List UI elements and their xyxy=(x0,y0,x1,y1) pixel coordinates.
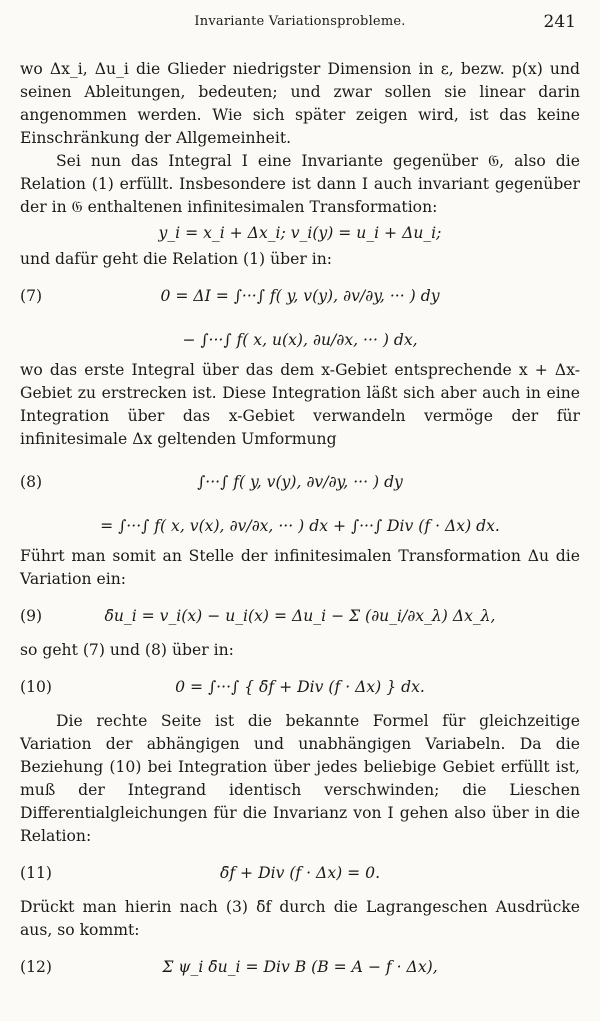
equation-number-11: (11) xyxy=(20,864,53,882)
running-title: Invariante Variationsprobleme. xyxy=(194,14,406,29)
paragraph-5: Führt man somit an Stelle der infinitesimalen Transformation Δu die Variation ein: xyxy=(20,547,580,588)
equation-number-12: (12) xyxy=(20,958,53,976)
equation-number-9: (9) xyxy=(20,607,43,625)
paragraph-4: wo das erste Integral über das dem x-Gebiet entsprechende x + Δx-Gebiet zu erstrecken ist. Diese Integration läßt sich aber auch in eine Integration über das x-Gebiet verwandeln vermöge der für infinitesimale Δx geltenden Umformung xyxy=(20,361,580,448)
equation-7-line-1 xyxy=(20,275,580,315)
running-header xyxy=(0,12,600,42)
paragraph-1: wo Δx_i, Δu_i die Glieder niedrigster Dimension in ε, bezw. p(x) und seinen Ableitungen, bedeuten; und zwar sollen sie linear darin angenommen werden. Wie sich später zeigen wird, ist das keine Einschränkung der Allgemeinheit. xyxy=(20,60,580,147)
equation-number-8: (8) xyxy=(20,473,43,491)
equation-10 xyxy=(20,666,580,706)
equation-10-body: 0 = ∫···∫ { δ̄f + Div (f · Δx) } dx. xyxy=(175,678,425,696)
equation-8-line-1 xyxy=(20,461,580,501)
equation-7-body-2: − ∫···∫ f( x, u(x), ∂u/∂x, ··· ) dx, xyxy=(182,331,418,349)
equation-9 xyxy=(20,595,580,635)
equation-12 xyxy=(20,946,580,986)
paragraph-2: Sei nun das Integral I eine Invariante gegenüber 𝔊, also die Relation (1) erfüllt. Insbesondere ist dann I auch invariant gegenüber der in 𝔊 enthaltenen infinitesimalen Transformation: xyxy=(20,152,580,216)
equation-number-7: (7) xyxy=(20,287,43,305)
equation-11 xyxy=(20,852,580,892)
body-text xyxy=(20,58,580,990)
equation-12-body: Σ ψ_i δ̄u_i = Div B (B = A − f · Δx), xyxy=(162,958,438,976)
equation-9-body: δ̄u_i = v_i(x) − u_i(x) = Δu_i − Σ (∂u_i/∂x_λ) Δx_λ, xyxy=(104,607,496,625)
equation-7-body-1: 0 = ΔI = ∫···∫ f( y, v(y), ∂v/∂y, ··· ) dy xyxy=(160,287,440,305)
paragraph-3: und dafür geht die Relation (1) über in: xyxy=(20,250,333,268)
equation-7-line-2 xyxy=(20,319,580,355)
paragraph-7: Die rechte Seite ist die bekannte Formel für gleichzeitige Variation der abhängigen und unabhängigen Variabeln. Da die Beziehung (10) bei Integration über jedes beliebige Gebiet erfüllt ist, muß der Integrand identisch verschwinden; die Lieschen Differentialgleichungen für die Invarianz von I gehen also über in die Relation: xyxy=(20,712,580,845)
equation-number-10: (10) xyxy=(20,678,53,696)
equation-8-body-1: ∫···∫ f( y, v(y), ∂v/∂y, ··· ) dy xyxy=(197,473,403,491)
equation-8-body-2: = ∫···∫ f( x, v(x), ∂v/∂x, ··· ) dx + ∫···∫ Div (f · Δx) dx. xyxy=(100,517,500,535)
equation-11-body: δ̄f + Div (f · Δx) = 0. xyxy=(219,864,381,882)
page-number: 241 xyxy=(543,12,576,32)
transformation-equation: y_i = x_i + Δx_i; v_i(y) = u_i + Δu_i; xyxy=(158,224,442,242)
paragraph-8: Drückt man hierin nach (3) δ̄f durch die Lagrangeschen Ausdrücke aus, so kommt: xyxy=(20,898,580,939)
equation-8-line-2 xyxy=(20,505,580,541)
paragraph-6: so geht (7) und (8) über in: xyxy=(20,641,234,659)
